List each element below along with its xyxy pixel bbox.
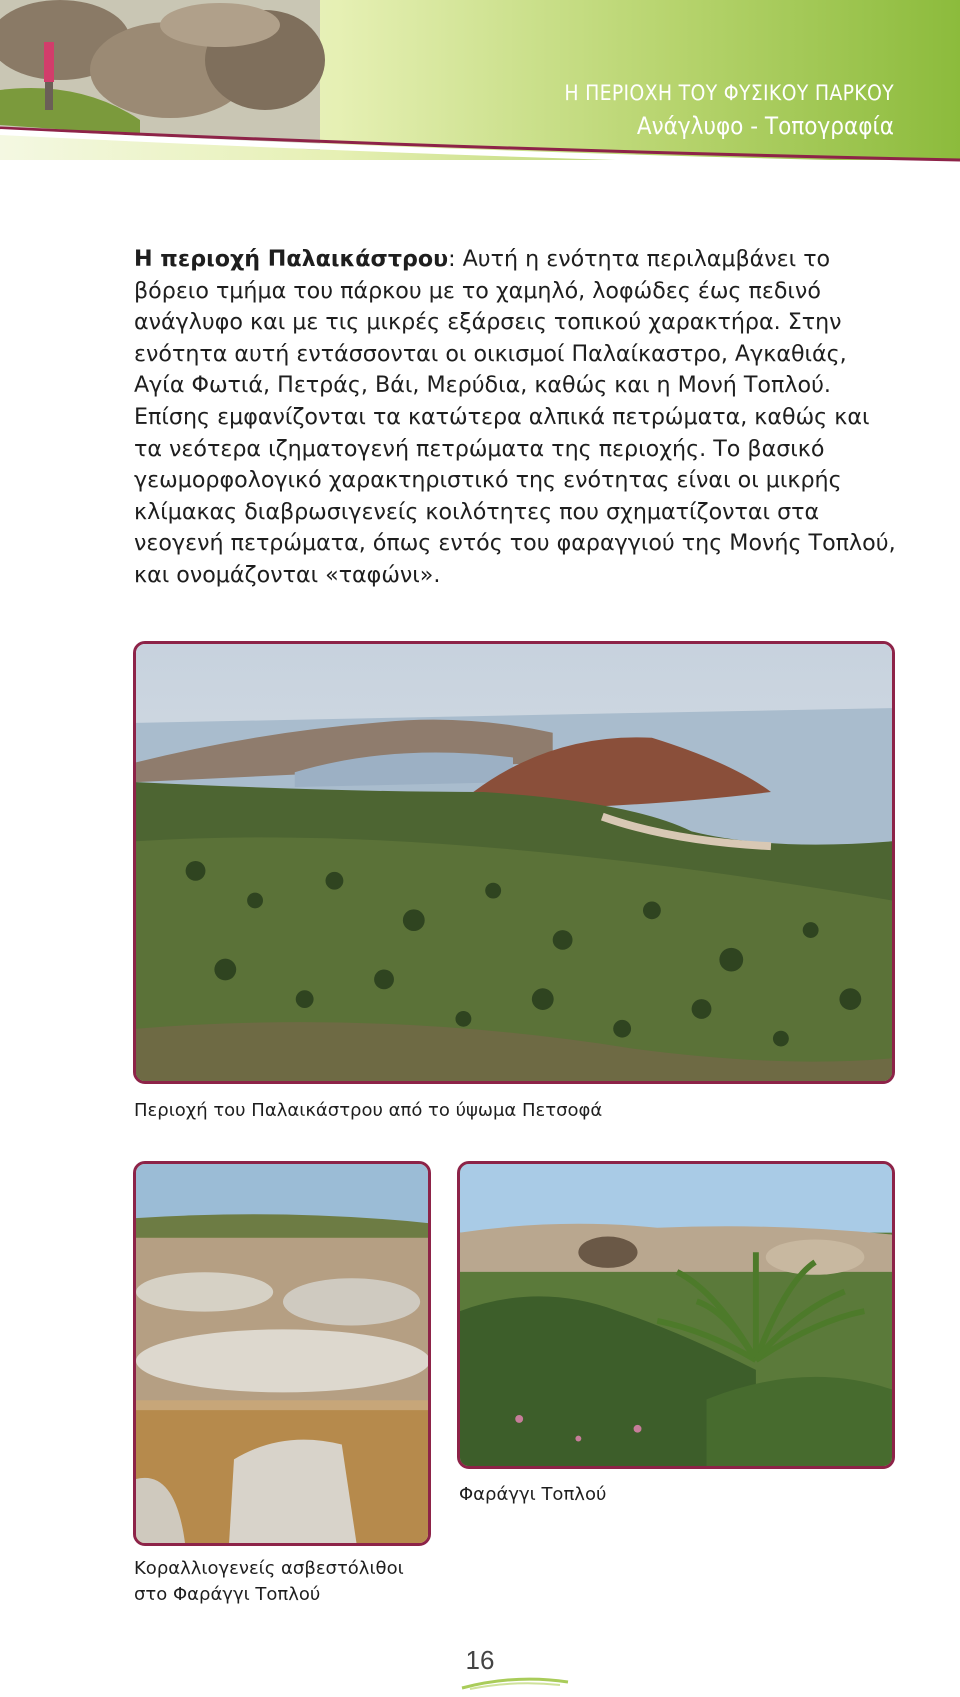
right-photo — [457, 1161, 895, 1469]
left-caption-line-1: Κοραλλιογενείς ασβεστόλιθοι — [134, 1558, 404, 1579]
main-photo — [133, 641, 895, 1084]
left-photo-caption — [134, 1556, 404, 1608]
coral-limestone-image — [136, 1164, 428, 1543]
topolou-gorge-image — [460, 1164, 892, 1466]
header-rock-photo — [0, 0, 325, 150]
paragraph-lead: Η περιοχή Παλαικάστρου — [134, 246, 449, 272]
header-text — [564, 78, 894, 144]
header-subtitle: Ανάγλυφο - Τοπογραφία — [636, 112, 894, 140]
paragraph-text: : Αυτή η ενότητα περιλαμβάνει το βόρειο τμήμα του πάρκου με το χαμηλό, λοφώδες έως πεδινό ανάγλυφο και με τις μικρές εξάρσεις τοπικού χαρακτήρα. Στην ενότητα αυτή εντάσσονται οι οικισμοί Παλαίκαστρο, Αγκαθιάς, Αγία Φωτιά, Πετράς, Βάι, Μερύδια, καθώς και η Μονή Τοπλού. Επίσης εμφανίζονται τα κατώτερα αλπικά πετρώματα, καθώς και τα νεότερα ιζηματογενή πετρώματα της περιοχής. Το βασικό γεωμορφολογικό χαρακτηριστικό της ενότητας είναι οι μικρής κλίμακας διαβρωσιγενείς κοιλότητες που σχηματίζονται στα νεογενή πετρώματα, όπως εντός του φαραγγιού της Μονής Τοπλού, και ονομάζονται «ταφώνι». — [134, 246, 896, 588]
left-caption-line-2: στο Φαράγγι Τοπλού — [134, 1584, 321, 1605]
page-number: 16 — [465, 1645, 495, 1675]
main-photo-caption: Περιοχή του Παλαικάστρου από το ύψωμα Πετσοφά — [134, 1100, 603, 1121]
left-photo — [133, 1161, 431, 1546]
page-header — [0, 0, 960, 165]
page-number-swoosh — [460, 1676, 570, 1690]
palaikastro-landscape-image — [136, 644, 892, 1081]
right-photo-caption: Φαράγγι Τοπλού — [459, 1484, 607, 1505]
header-title: Η ΠΕΡΙΟΧΗ ΤΟΥ ΦΥΣΙΚΟΥ ΠΑΡΚΟΥ — [564, 81, 894, 105]
body-paragraph — [134, 244, 904, 592]
